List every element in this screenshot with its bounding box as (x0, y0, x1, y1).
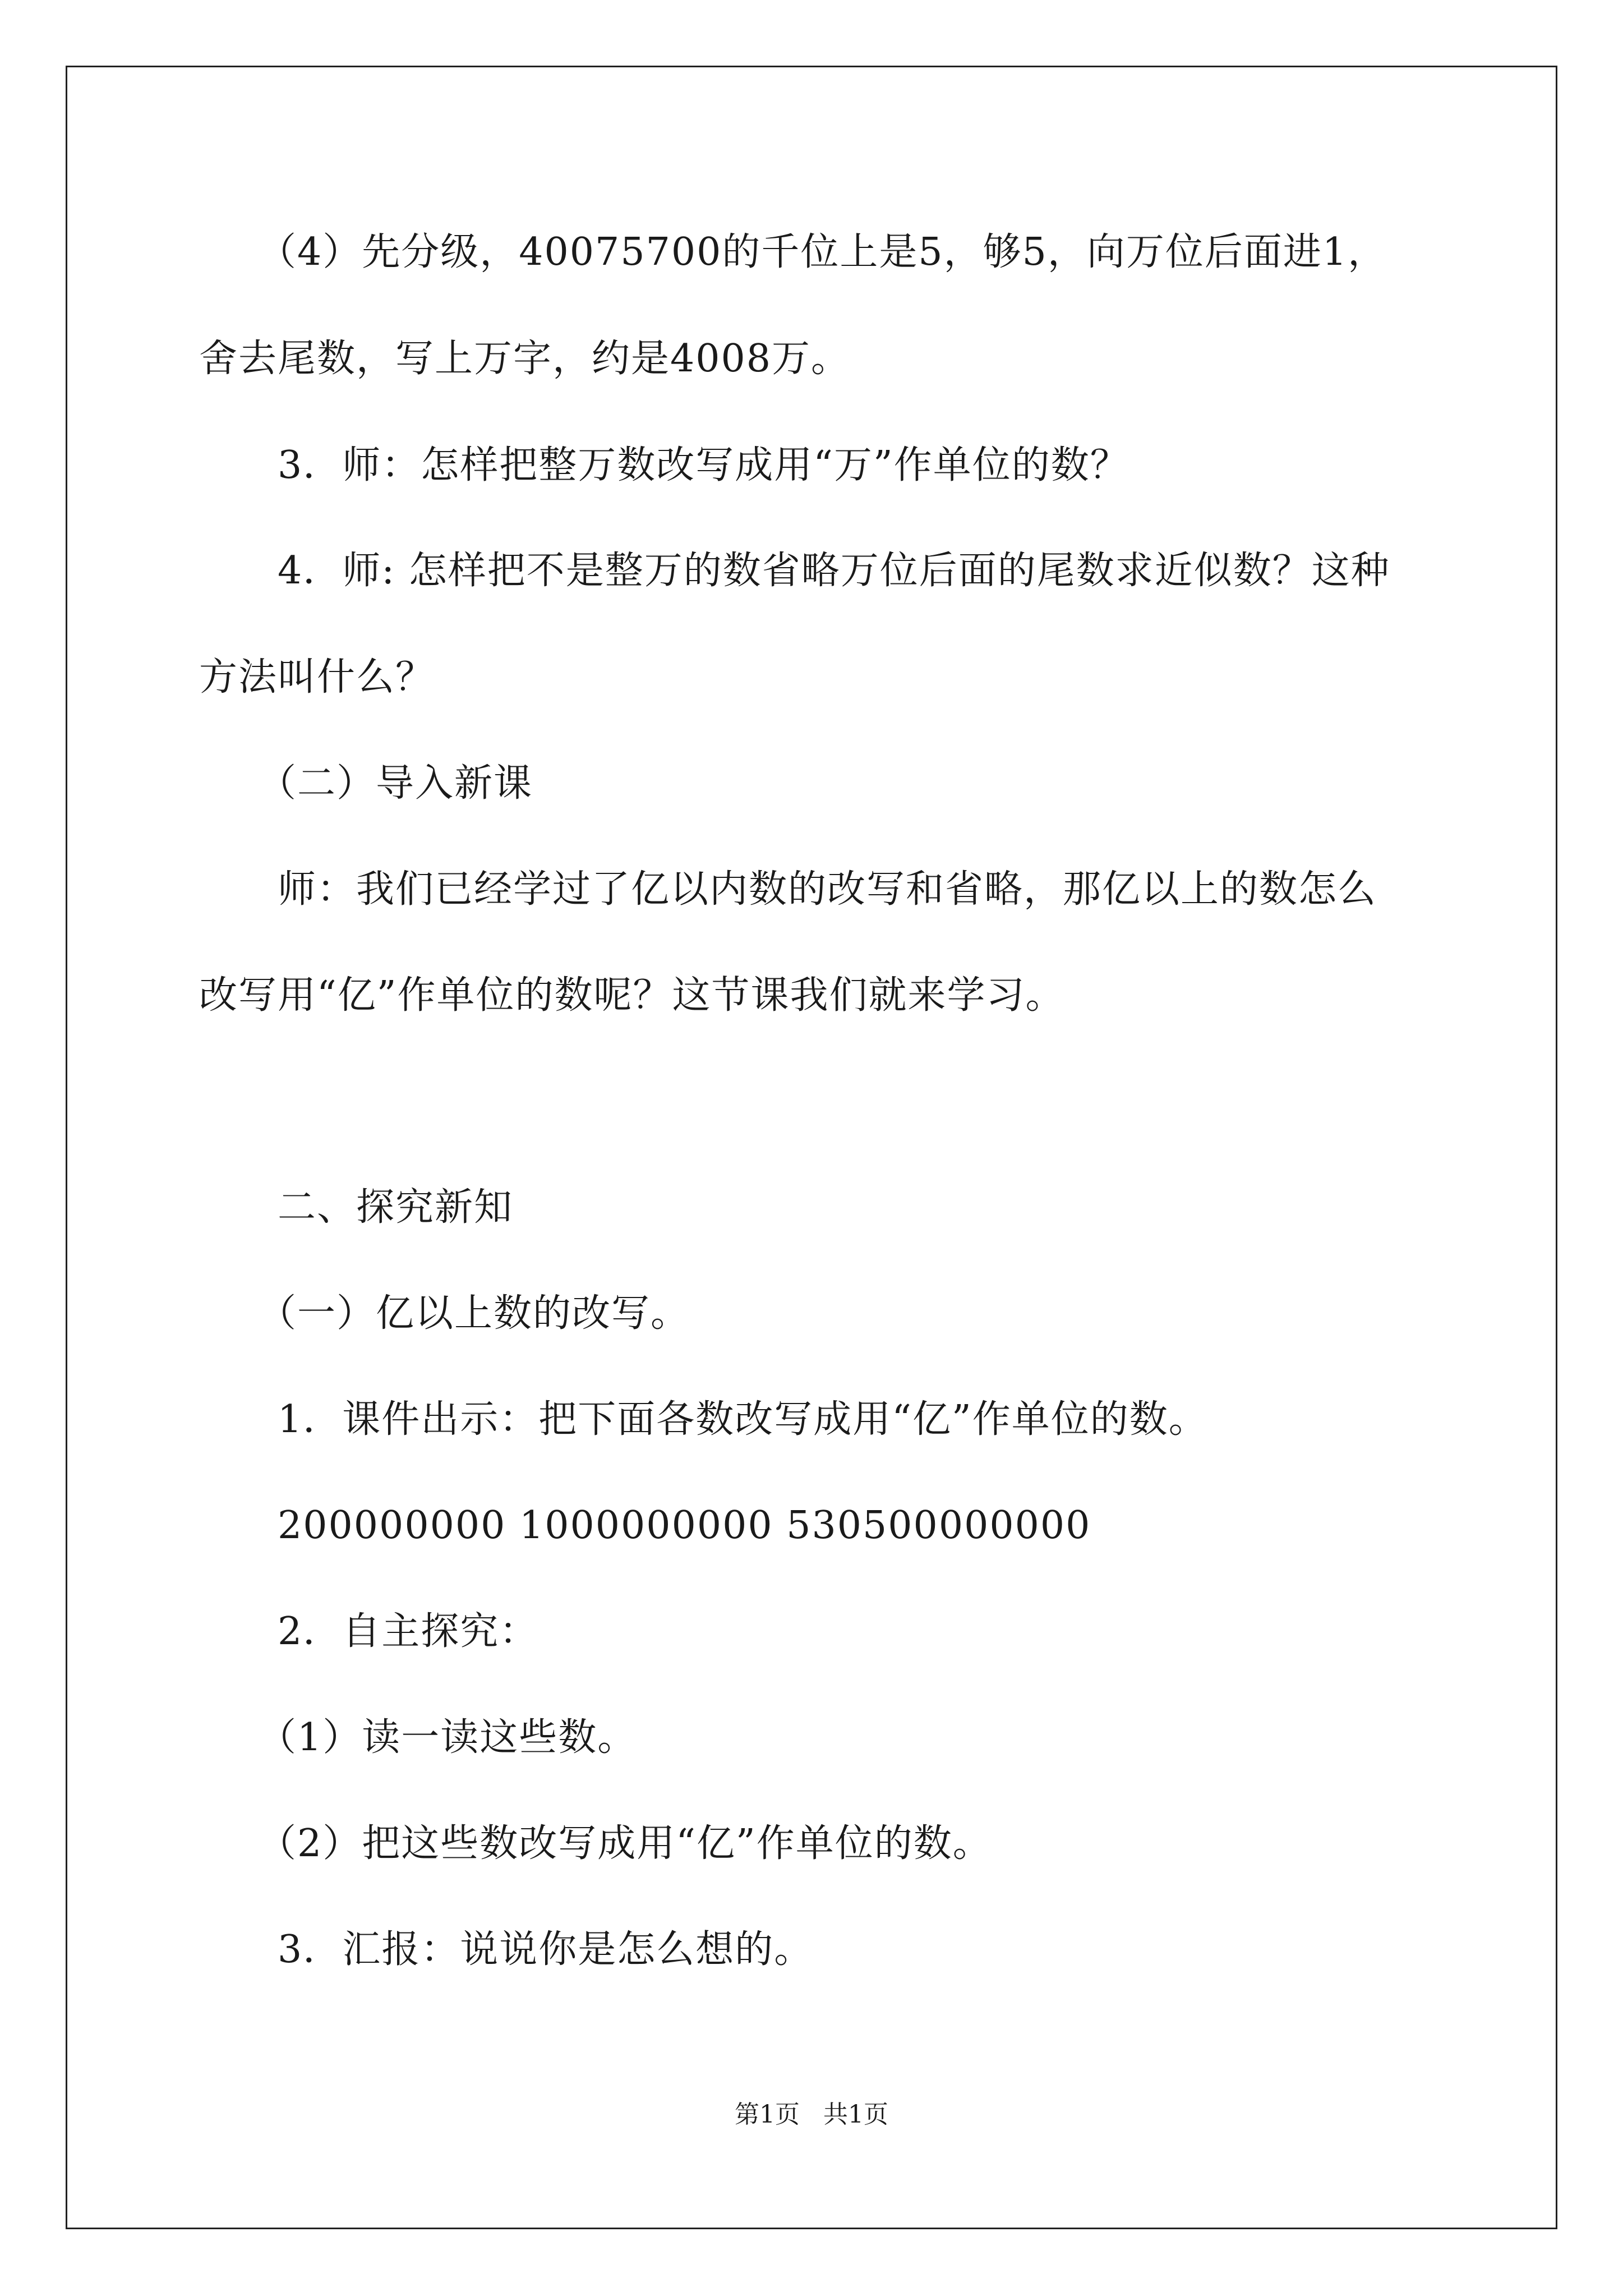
section-heading-explore: 二、探究新知 (278, 1185, 514, 1230)
subsection-heading-rewrite: （一）亿以上数的改写。 (258, 1291, 690, 1336)
paragraph-self-explore: 2．自主探究： (278, 1609, 539, 1654)
paragraph-rewrite-numbers: （2）把这些数改写成用“亿”作单位的数。 (258, 1821, 992, 1866)
page-number-footer: 第1页 共1页 (735, 2100, 888, 2129)
paragraph-teacher-intro-part2: 改写用“亿”作单位的数呢？这节课我们就来学习。 (199, 973, 1065, 1018)
paragraph-read-numbers: （1）读一读这些数。 (258, 1715, 637, 1760)
paragraph-teacher-intro-part1: 师：我们已经学过了亿以内数的改写和省略，那亿以上的数怎么 (278, 867, 1377, 912)
section-heading-intro: （二）导入新课 (258, 761, 533, 806)
paragraph-numbers: 200000000 1000000000 530500000000 (278, 1503, 1091, 1548)
paragraph-question-4-part2: 方法叫什么？ (199, 655, 435, 700)
paragraph-question-4-part1: 4．师: 怎样把不是整万的数省略万位后面的尾数求近似数？这种 (278, 549, 1390, 593)
page-border (66, 66, 1557, 2229)
paragraph-report: 3．汇报：说说你是怎么想的。 (278, 1927, 814, 1972)
paragraph-question-3: 3．师：怎样把整万数改写成用“万”作单位的数？ (278, 443, 1129, 487)
paragraph-step-4-part1: （4）先分级，40075700的千位上是5，够5，向万位后面进1， (258, 230, 1387, 274)
paragraph-step-4-part2: 舍去尾数，写上万字，约是4008万。 (199, 337, 851, 381)
paragraph-courseware: 1．课件出示：把下面各数改写成用“亿”作单位的数。 (278, 1397, 1208, 1442)
